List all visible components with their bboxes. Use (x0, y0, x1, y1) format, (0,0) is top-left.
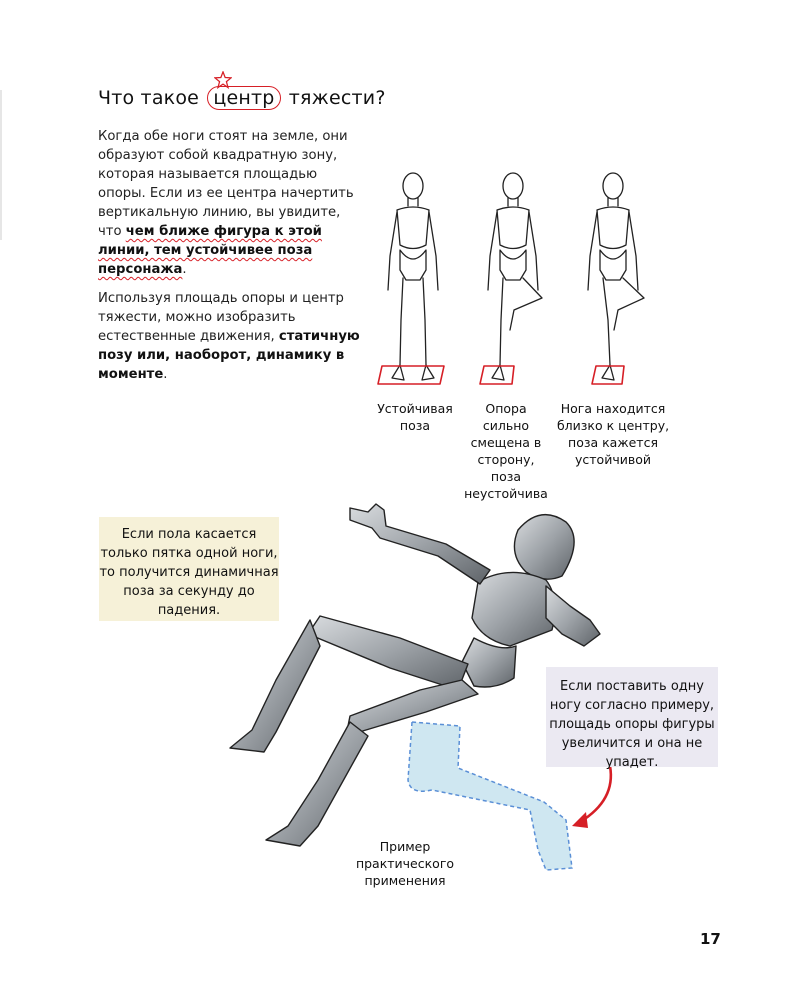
intro-paragraph-2 (98, 289, 360, 384)
intro-p1-end: . (182, 262, 187, 277)
page-number: 17 (700, 930, 721, 948)
caption-shifted: Опора сильно смещена в сторону, поза неустойчива (464, 401, 548, 501)
intro-p2-highlight: статичную позу или, наоборот, динамику в моменте (98, 329, 360, 382)
page-edge-line (0, 90, 2, 240)
example-caption: Пример практического применения (355, 839, 455, 888)
intro-text (98, 127, 360, 394)
stable-pose-figure (378, 173, 444, 384)
circled-word (207, 86, 280, 110)
three-poses-illustration (370, 160, 670, 400)
intro-p2-text: Используя площадь опоры и центр тяжести, можно изобразить естественные движения, (98, 291, 344, 344)
caption-centered: Нога находится близко к центру, поза кажется устойчивой (556, 401, 670, 467)
note-fall: Если пола касается только пятка одной ноги, то получится динамичная поза за секунду до падения. (99, 517, 279, 621)
intro-p2-end: . (163, 367, 168, 382)
star-icon (214, 71, 232, 89)
centered-pose-figure (588, 173, 644, 384)
intro-p1-highlight: чем ближе фигура к этой линии, тем устойчивее поза персонажа (98, 224, 322, 277)
caption-stable: Устойчивая поза (377, 401, 453, 433)
title-keyword: центр (213, 87, 275, 109)
intro-paragraph-1 (98, 127, 360, 279)
page-title (98, 86, 386, 110)
intro-p1-text: Когда обе ноги стоят на земле, они образуют собой квадратную зону, которая называется площадью опоры. Если из ее центра начертить вертикальную линию, вы увидите, что (98, 129, 354, 239)
unstable-pose-figure (480, 173, 542, 384)
title-part-2: тяжести? (288, 87, 386, 109)
title-part-1: Что такое (98, 87, 200, 109)
note-support: Если поставить одну ногу согласно примеру, площадь опоры фигуры увеличится и она не упадет. (546, 667, 718, 767)
arrowhead-icon (572, 812, 588, 828)
